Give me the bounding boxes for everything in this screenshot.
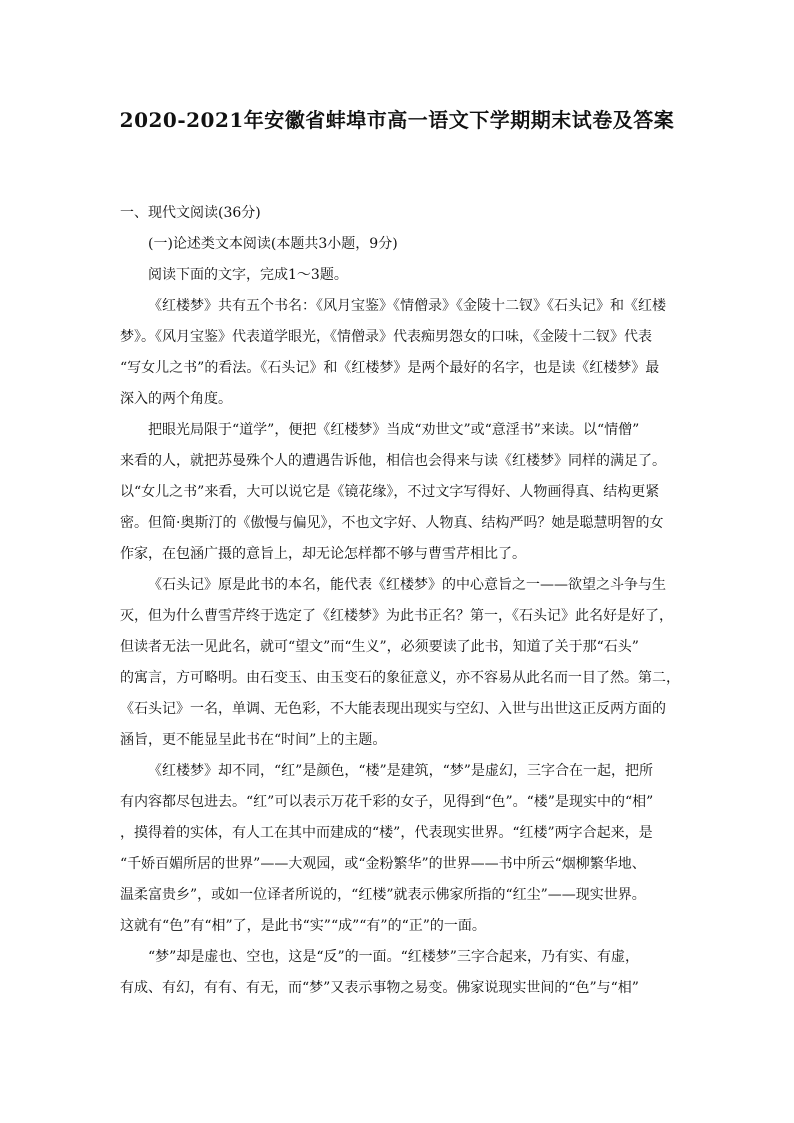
paragraph-line: 但读者无法一见此名，就可“望文”而“生义”，必须要读了此书，知道了关于那“石头” bbox=[120, 639, 639, 655]
paragraph-line: 《红楼梦》却不同，“红”是颜色，“楼”是建筑，“梦”是虚幻，三字合在一起，把所 bbox=[148, 763, 653, 779]
paragraph-line: “写女儿之书”的看法。《石头记》和《红楼梦》是两个最好的名字，也是读《红楼梦》最 bbox=[120, 360, 660, 376]
paragraph-line: 这就有“色”有“相”了，是此书“实”“成”“有”的“正”的一面。 bbox=[120, 918, 486, 934]
paragraph-line: 涵旨，更不能显呈此书在“时间”上的主题。 bbox=[120, 732, 387, 748]
paragraph-line: 《石头记》一名，单调、无色彩，不大能表现出现实与空幻、入世与出世这正反两方面的 bbox=[120, 701, 666, 717]
document-title: 2020-2021年安徽省蚌埠市高一语文下学期期末试卷及答案 bbox=[119, 108, 675, 132]
paragraph-line: 梦》。《风月宝鉴》代表道学眼光，《情僧录》代表痴男怨女的口味，《金陵十二钗》代表 bbox=[120, 329, 652, 345]
paragraph-line: 密。但简·奥斯汀的《傲慢与偏见》，不也文字好、人物真、结构严吗？她是聪慧明智的女 bbox=[120, 515, 664, 531]
paragraph-line: 《红楼梦》共有五个书名：《风月宝鉴》《情僧录》《金陵十二钗》《石头记》和《红楼 bbox=[148, 298, 666, 314]
paragraph-line: 温柔富贵乡”，或如一位译者所说的，“红楼”就表示佛家所指的“红尘”——现实世界。 bbox=[120, 887, 646, 903]
paragraph-line: 来看的人，就把苏曼殊个人的遭遇告诉他，相信也会得来与读《红楼梦》同样的满足了。 bbox=[120, 453, 666, 469]
paragraph-line: 的寓言，方可略明。由石变玉、由玉变石的象征意义，亦不容易从此名而一目了然。第二， bbox=[120, 670, 680, 686]
paragraph-line: 把眼光局限于“道学”，便把《红楼梦》当成“劝世文”或“意淫书”来读。以“情僧” bbox=[148, 422, 640, 438]
section-heading: 一、现代文阅读(36分) bbox=[120, 205, 261, 221]
paragraph bbox=[120, 291, 680, 415]
paragraph bbox=[120, 570, 680, 756]
paragraph-line: 有成、有幻，有有、有无，而“梦”又表示事物之易变。佛家说现实世间的“色”与“相” bbox=[120, 980, 639, 996]
paragraph-line: 以“女儿之书”来看，大可以说它是《镜花缘》，不过文字写得好、人物画得真、结构更紧 bbox=[120, 484, 660, 500]
paragraph bbox=[120, 415, 680, 570]
paragraph-line: 有内容都尽包进去。“红”可以表示万花千彩的女子，见得到“色”。“楼”是现实中的“相” bbox=[120, 794, 654, 810]
paragraph-line: 深入的两个角度。 bbox=[120, 391, 232, 407]
paragraph-line: 灭，但为什么曹雪芹终于选定了《红楼梦》为此书正名？第一，《石头记》此名好是好了， bbox=[120, 608, 673, 624]
paragraph-line: “梦”却是虚也、空也，这是“反”的一面。“红楼梦”三字合起来，乃有实、有虚， bbox=[148, 949, 639, 965]
document-body bbox=[120, 198, 680, 1004]
paragraph bbox=[120, 942, 680, 1004]
instruction-text: 阅读下面的文字，完成1～3题。 bbox=[148, 267, 348, 283]
paragraph-line: 作家，在包涵广摄的意旨上，却无论怎样都不够与曹雪芹相比了。 bbox=[120, 546, 526, 562]
paragraph-line: 《石头记》原是此书的本名，能代表《红楼梦》的中心意旨之一——欲望之斗争与生 bbox=[148, 577, 666, 593]
subsection-heading: (一)论述类文本阅读(本题共3小题，9分) bbox=[148, 236, 398, 252]
paragraph-line: ，摸得着的实体，有人工在其中而建成的“楼”，代表现实世界。“红楼”两字合起来，是 bbox=[120, 825, 653, 841]
paragraph bbox=[120, 756, 680, 942]
paragraph-line: “千娇百媚所居的世界”——大观园，或“金粉繁华”的世界——书中所云“烟柳繁华地、 bbox=[120, 856, 646, 872]
